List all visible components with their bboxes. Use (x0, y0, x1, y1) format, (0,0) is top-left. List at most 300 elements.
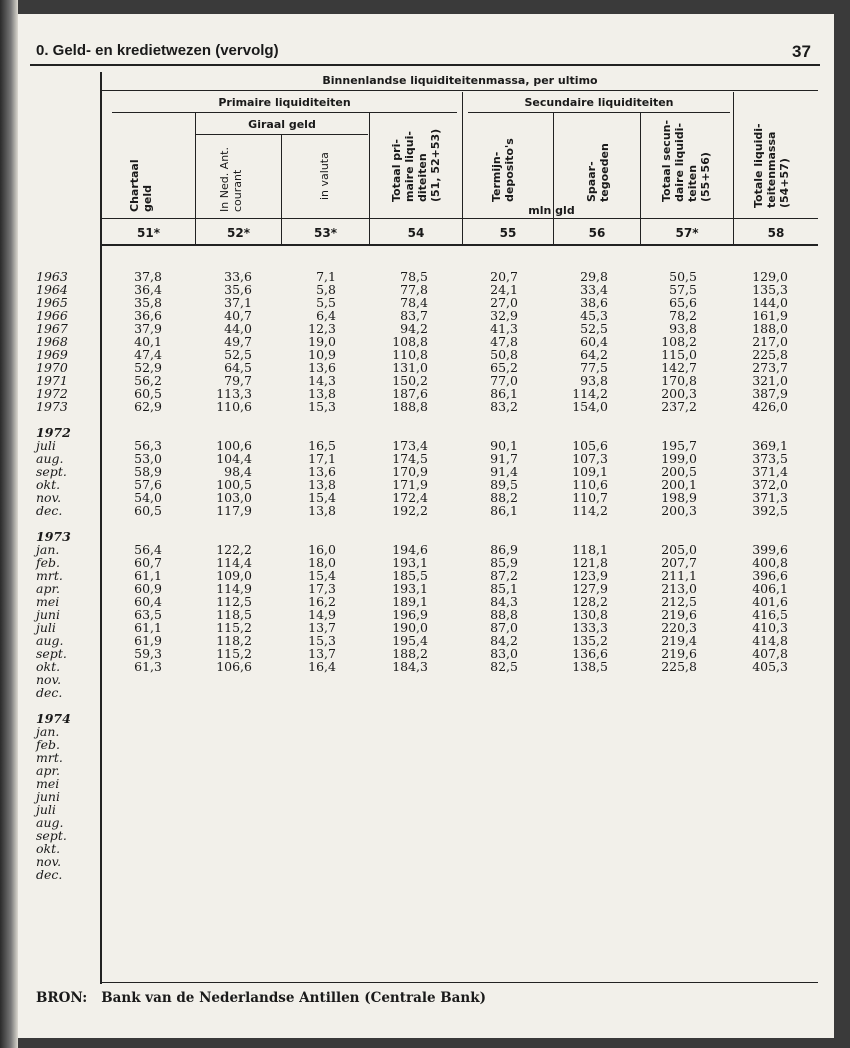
table-cell: 62,9 (134, 399, 162, 414)
period-label: okt. (36, 659, 61, 674)
table-cell (196, 673, 252, 686)
table-cell: 77,5 (580, 360, 608, 375)
table-cell (196, 686, 252, 699)
table-cell: 373,5 (752, 451, 788, 466)
table-cell: 184,3 (392, 659, 428, 674)
period-label: 1972 (36, 386, 68, 401)
table-cell: 91,7 (490, 451, 518, 466)
table-cell: 85,1 (490, 581, 518, 596)
table-cell: 188,2 (392, 646, 428, 661)
table-cell: 56,3 (134, 438, 162, 453)
table-cell: 220,3 (661, 620, 697, 635)
table-cell: 14,9 (308, 607, 336, 622)
table-cell: 85,9 (490, 555, 518, 570)
table-cell: 199,0 (661, 451, 697, 466)
table-cell (554, 517, 608, 530)
table-cell: 49,7 (224, 334, 252, 349)
table-cell: 114,2 (572, 503, 608, 518)
table-cell: 60,5 (134, 503, 162, 518)
table-cell: 35,8 (134, 295, 162, 310)
table-cell: 37,9 (134, 321, 162, 336)
table-cell: 407,8 (752, 646, 788, 661)
table-cell: 172,4 (392, 490, 428, 505)
table-cell: 38,6 (580, 295, 608, 310)
table-cell: 118,1 (572, 542, 608, 557)
table-cell: 185,5 (392, 568, 428, 583)
table-cell (734, 673, 788, 686)
data-column-totaal-secundair (641, 270, 697, 699)
table-cell: 15,4 (308, 490, 336, 505)
col-header-spaar: Spaar- tegoeden (585, 143, 611, 202)
section-title: 0. Geld- en kredietwezen (vervolg) (36, 42, 279, 59)
rule-giraal (196, 134, 368, 135)
period-label: dec. (36, 867, 63, 882)
group-secondary: Secundaire liquiditeiten (524, 96, 674, 109)
table-cell (196, 413, 252, 426)
table-cell: 93,8 (580, 373, 608, 388)
table-cell: 47,8 (490, 334, 518, 349)
data-column-spaar (554, 270, 608, 699)
table-cell: 173,4 (392, 438, 428, 453)
col-number: 56 (588, 226, 606, 240)
table-cell (282, 673, 336, 686)
table-cell: 16,0 (308, 542, 336, 557)
table-cell: 128,2 (572, 594, 608, 609)
table-cell: 198,9 (661, 490, 697, 505)
data-column-chartaal (102, 270, 162, 699)
table-cell: 372,0 (752, 477, 788, 492)
table-cell: 89,5 (490, 477, 518, 492)
table-cell: 399,6 (752, 542, 788, 557)
table-cell (102, 686, 162, 699)
table-cell (370, 686, 428, 699)
table-cell: 321,0 (752, 373, 788, 388)
table-cell: 123,9 (572, 568, 608, 583)
table-cell: 369,1 (752, 438, 788, 453)
table-cell: 57,5 (669, 282, 697, 297)
period-label: 1972 (36, 425, 71, 440)
col-header-totaal-primair: Totaal pri- maire liqui- diteiten (51, 52+53) (390, 128, 442, 202)
table-cell: 200,3 (661, 386, 697, 401)
table-cell: 37,1 (224, 295, 252, 310)
table-cell: 189,1 (392, 594, 428, 609)
table-cell: 5,8 (316, 282, 336, 297)
table-cell: 65,6 (669, 295, 697, 310)
col-number: 54 (407, 226, 425, 240)
col-header-totaal-secundair: Totaal secun- daire liquidi- teiten (55+56) (660, 119, 712, 202)
period-label: nov. (36, 672, 62, 687)
period-label: nov. (36, 854, 62, 869)
table-cell: 13,8 (308, 386, 336, 401)
rule-bottom (102, 982, 818, 983)
table-cell: 63,5 (134, 607, 162, 622)
period-label: juli (36, 620, 56, 635)
period-label: sept. (36, 464, 67, 479)
table-cell: 416,5 (752, 607, 788, 622)
table-cell (554, 413, 608, 426)
table-cell: 88,2 (490, 490, 518, 505)
table-cell: 18,0 (308, 555, 336, 570)
period-label: 1973 (36, 529, 71, 544)
table-cell: 29,8 (580, 269, 608, 284)
table-cell: 19,0 (308, 334, 336, 349)
period-label: 1965 (36, 295, 68, 310)
table-cell: 106,6 (216, 659, 252, 674)
table-cell: 13,6 (308, 464, 336, 479)
table-cell: 83,0 (490, 646, 518, 661)
table-cell: 113,3 (216, 386, 252, 401)
table-cell: 32,9 (490, 308, 518, 323)
data-column-ned-ant (196, 270, 252, 699)
table-cell: 401,6 (752, 594, 788, 609)
table-cell: 130,8 (572, 607, 608, 622)
period-label: 1963 (36, 269, 68, 284)
table-cell: 225,8 (752, 347, 788, 362)
table-cell: 77,0 (490, 373, 518, 388)
table-cell: 15,3 (308, 399, 336, 414)
table-cell: 41,3 (490, 321, 518, 336)
table-cell: 40,7 (224, 308, 252, 323)
table-cell: 396,6 (752, 568, 788, 583)
period-label: sept. (36, 646, 67, 661)
table-cell: 114,2 (572, 386, 608, 401)
table-cell: 16,4 (308, 659, 336, 674)
table-cell (734, 413, 788, 426)
table-cell: 171,9 (392, 477, 428, 492)
table-cell: 50,8 (490, 347, 518, 362)
table-cell: 37,8 (134, 269, 162, 284)
col-number: 55 (499, 226, 517, 240)
table-cell: 212,5 (661, 594, 697, 609)
table-cell: 17,1 (308, 451, 336, 466)
table-cell: 100,6 (216, 438, 252, 453)
table-cell: 20,7 (490, 269, 518, 284)
data-column-valuta (282, 270, 336, 699)
table-cell: 219,6 (661, 607, 697, 622)
table-cell: 60,5 (134, 386, 162, 401)
table-cell: 400,8 (752, 555, 788, 570)
table-cell: 406,1 (752, 581, 788, 596)
col-number: 53* (314, 226, 337, 240)
table-cell: 79,7 (224, 373, 252, 388)
period-label: okt. (36, 477, 61, 492)
period-label: 1967 (36, 321, 68, 336)
table-cell (641, 517, 697, 530)
table-cell: 131,0 (392, 360, 428, 375)
table-cell: 36,4 (134, 282, 162, 297)
table-cell: 200,5 (661, 464, 697, 479)
table-cell: 135,3 (752, 282, 788, 297)
table-cell: 50,5 (669, 269, 697, 284)
table-cell: 44,0 (224, 321, 252, 336)
table-cell: 64,2 (580, 347, 608, 362)
table-cell: 135,2 (572, 633, 608, 648)
table-cell: 87,0 (490, 620, 518, 635)
table-cell: 195,4 (392, 633, 428, 648)
period-label: jan. (36, 724, 60, 739)
table-cell: 138,5 (572, 659, 608, 674)
table-cell: 109,0 (216, 568, 252, 583)
period-label: mei (36, 594, 60, 609)
table-cell: 150,2 (392, 373, 428, 388)
table-cell (282, 686, 336, 699)
table-cell (370, 517, 428, 530)
period-label: sept. (36, 828, 67, 843)
table-cell: 207,7 (661, 555, 697, 570)
table-cell: 114,4 (216, 555, 252, 570)
table-cell: 56,4 (134, 542, 162, 557)
table-cell: 174,5 (392, 451, 428, 466)
group-primary: Primaire liquiditeiten (218, 96, 351, 109)
period-label: 1969 (36, 347, 68, 362)
table-cell: 52,5 (224, 347, 252, 362)
table-cell: 127,9 (572, 581, 608, 596)
table-cell: 94,2 (400, 321, 428, 336)
table-cell: 27,0 (490, 295, 518, 310)
table-cell: 13,8 (308, 477, 336, 492)
table-cell: 65,2 (490, 360, 518, 375)
table-cell: 47,4 (134, 347, 162, 362)
table-cell: 59,3 (134, 646, 162, 661)
table-cell: 60,4 (580, 334, 608, 349)
table-cell (463, 413, 518, 426)
period-label: juni (36, 789, 60, 804)
table-cell: 371,4 (752, 464, 788, 479)
table-cell: 61,1 (134, 568, 162, 583)
table-cell: 405,3 (752, 659, 788, 674)
table-cell: 61,3 (134, 659, 162, 674)
table-cell: 110,8 (392, 347, 428, 362)
table-cell: 78,5 (400, 269, 428, 284)
period-label: feb. (36, 737, 60, 752)
table-cell: 170,8 (661, 373, 697, 388)
table-cell: 410,3 (752, 620, 788, 635)
table-cell: 213,0 (661, 581, 697, 596)
period-label: 1973 (36, 399, 68, 414)
table-cell: 84,2 (490, 633, 518, 648)
subgroup-giraal: Giraal geld (248, 118, 316, 131)
table-cell: 12,3 (308, 321, 336, 336)
table-cell: 217,0 (752, 334, 788, 349)
table-cell (554, 673, 608, 686)
table-cell: 82,5 (490, 659, 518, 674)
table-cell: 57,6 (134, 477, 162, 492)
table-title: Binnenlandse liquiditeitenmassa, per ultimo (322, 74, 598, 87)
period-label: feb. (36, 555, 60, 570)
table-cell: 371,3 (752, 490, 788, 505)
table-cell: 13,7 (308, 646, 336, 661)
table-cell: 52,9 (134, 360, 162, 375)
table-cell: 118,5 (216, 607, 252, 622)
table-cell: 112,5 (216, 594, 252, 609)
table-cell (463, 686, 518, 699)
col-header-totale-massa: Totale liquidi- teitenmassa (54+57) (752, 123, 791, 208)
period-label: 1970 (36, 360, 68, 375)
table-cell: 133,3 (572, 620, 608, 635)
table-cell (102, 413, 162, 426)
col-header-chartaal: Chartaal geld (128, 159, 154, 212)
table-cell: 13,7 (308, 620, 336, 635)
rule-unit (102, 218, 818, 219)
table-cell (370, 413, 428, 426)
table-cell (282, 517, 336, 530)
table-cell: 273,7 (752, 360, 788, 375)
book-binding-edge (0, 0, 18, 1048)
period-label: jan. (36, 542, 60, 557)
table-cell: 110,6 (216, 399, 252, 414)
table-cell (196, 517, 252, 530)
table-cell: 187,6 (392, 386, 428, 401)
table-cell: 16,2 (308, 594, 336, 609)
table-cell: 53,0 (134, 451, 162, 466)
table-cell: 83,7 (400, 308, 428, 323)
table-cell: 58,9 (134, 464, 162, 479)
period-label: mrt. (36, 568, 63, 583)
table-cell (734, 517, 788, 530)
period-label: dec. (36, 685, 63, 700)
table-cell: 219,6 (661, 646, 697, 661)
table-cell: 83,2 (490, 399, 518, 414)
period-label: aug. (36, 815, 64, 830)
table-cell: 426,0 (752, 399, 788, 414)
table-cell: 193,1 (392, 555, 428, 570)
table-cell: 14,3 (308, 373, 336, 388)
table-cell: 24,1 (490, 282, 518, 297)
table-cell: 84,3 (490, 594, 518, 609)
table-cell: 64,5 (224, 360, 252, 375)
table-cell: 86,1 (490, 386, 518, 401)
table-cell: 36,6 (134, 308, 162, 323)
table-cell: 10,9 (308, 347, 336, 362)
table-cell: 90,1 (490, 438, 518, 453)
data-column-totale-massa (734, 270, 788, 699)
table-cell: 154,0 (572, 399, 608, 414)
table-cell: 77,8 (400, 282, 428, 297)
period-label: apr. (36, 581, 61, 596)
period-label: 1966 (36, 308, 68, 323)
col-divider (462, 92, 463, 246)
table-cell: 205,0 (661, 542, 697, 557)
table-cell: 103,0 (216, 490, 252, 505)
table-cell: 40,1 (134, 334, 162, 349)
table-cell: 60,4 (134, 594, 162, 609)
table-cell: 193,1 (392, 581, 428, 596)
table-cell: 194,6 (392, 542, 428, 557)
table-cell: 61,1 (134, 620, 162, 635)
table-cell: 17,3 (308, 581, 336, 596)
period-column (36, 270, 71, 881)
table-cell: 78,2 (669, 308, 697, 323)
source-note (36, 990, 500, 1006)
table-cell: 142,7 (661, 360, 697, 375)
page-number: 37 (792, 42, 811, 61)
table-cell: 392,5 (752, 503, 788, 518)
table-cell: 52,5 (580, 321, 608, 336)
period-label: juni (36, 607, 60, 622)
table-cell: 387,9 (752, 386, 788, 401)
table-cell (463, 673, 518, 686)
table-cell (102, 673, 162, 686)
table-cell: 107,3 (572, 451, 608, 466)
rule-title (102, 90, 818, 91)
period-label: apr. (36, 763, 61, 778)
table-cell: 15,3 (308, 633, 336, 648)
period-label: nov. (36, 490, 62, 505)
table-cell: 78,4 (400, 295, 428, 310)
table-cell: 414,8 (752, 633, 788, 648)
table-cell: 15,4 (308, 568, 336, 583)
period-label: mrt. (36, 750, 63, 765)
table-cell: 104,4 (216, 451, 252, 466)
table-cell: 88,8 (490, 607, 518, 622)
table-cell: 118,2 (216, 633, 252, 648)
table-cell: 60,9 (134, 581, 162, 596)
table-cell: 93,8 (669, 321, 697, 336)
period-label: mei (36, 776, 60, 791)
table-cell: 196,9 (392, 607, 428, 622)
table-cell: 144,0 (752, 295, 788, 310)
table-cell: 121,8 (572, 555, 608, 570)
period-label: 1964 (36, 282, 68, 297)
table-cell: 211,1 (661, 568, 697, 583)
table-cell: 195,7 (661, 438, 697, 453)
table-cell (734, 686, 788, 699)
col-header-valuta: in valuta (318, 152, 331, 200)
period-label: juli (36, 438, 56, 453)
col-number: 58 (767, 226, 785, 240)
data-column-termijn (463, 270, 518, 699)
header-rule (30, 64, 820, 66)
table-cell: 110,6 (572, 477, 608, 492)
table-cell: 56,2 (134, 373, 162, 388)
table-cell: 122,2 (216, 542, 252, 557)
table-cell: 33,4 (580, 282, 608, 297)
table-cell (102, 517, 162, 530)
table-cell: 200,3 (661, 503, 697, 518)
table-cell: 45,3 (580, 308, 608, 323)
col-number: 52* (227, 226, 250, 240)
col-divider (733, 92, 734, 246)
period-label: 1968 (36, 334, 68, 349)
table-cell: 225,8 (661, 659, 697, 674)
table-cell: 161,9 (752, 308, 788, 323)
table-cell: 91,4 (490, 464, 518, 479)
table-cell: 100,5 (216, 477, 252, 492)
rule-colnums (102, 244, 818, 246)
table-cell: 110,7 (572, 490, 608, 505)
table-cell: 13,8 (308, 503, 336, 518)
period-label: aug. (36, 633, 64, 648)
table-cell: 54,0 (134, 490, 162, 505)
table-cell: 13,6 (308, 360, 336, 375)
table-cell (282, 413, 336, 426)
source-text: Bank van de Nederlandse Antillen (Centrale Bank) (101, 990, 486, 1006)
col-header-termijn: Termijn- deposito's (490, 138, 516, 202)
col-number: 57* (675, 226, 699, 240)
col-number: 51* (137, 226, 160, 240)
table-cell: 33,6 (224, 269, 252, 284)
table-cell: 219,4 (661, 633, 697, 648)
table-cell (554, 686, 608, 699)
table-cell: 86,1 (490, 503, 518, 518)
period-label: aug. (36, 451, 64, 466)
period-label: okt. (36, 841, 61, 856)
data-column-totaal-primair (370, 270, 428, 699)
table-cell: 136,6 (572, 646, 608, 661)
table-cell: 129,0 (752, 269, 788, 284)
period-label: 1971 (36, 373, 68, 388)
table-cell: 86,9 (490, 542, 518, 557)
